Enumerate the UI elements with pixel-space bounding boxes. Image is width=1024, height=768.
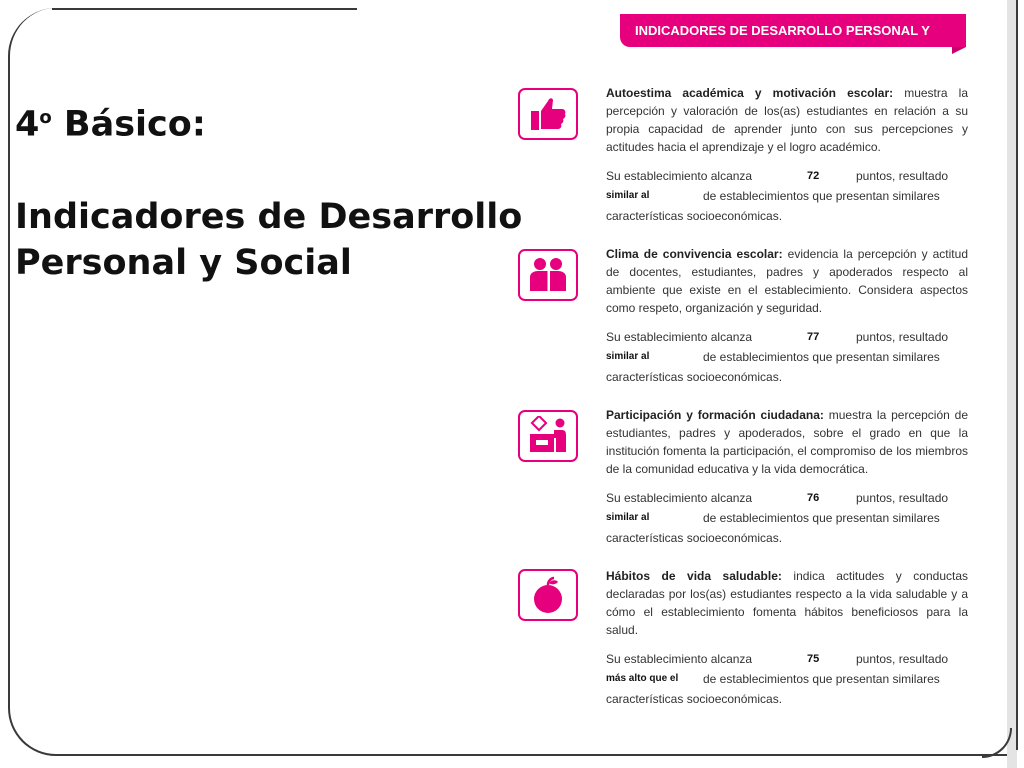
result-rest: de establecimientos que presentan similares [703,350,940,364]
slide-title-grade [15,95,525,148]
grade-label: Básico: [51,104,206,145]
result-end: características socioeconómicas. [606,692,783,706]
indicator-heading: Autoestima académica y motivación escolar: [606,86,894,100]
result-end: características socioeconómicas. [606,209,783,223]
result-lead: Su establecimiento alcanza [606,652,753,666]
result-score: 76 [807,492,820,504]
result-rest: de establecimientos que presentan similares [703,672,940,686]
result-comparison: similar al [606,512,650,523]
result-end: características socioeconómicas. [606,531,783,545]
result-score: 75 [807,653,820,665]
people-icon [518,249,578,301]
indicator-description [606,406,968,478]
indicators-banner: INDICADORES DE DESARROLLO PERSONAL Y SOCIAL [620,14,966,47]
result-comparison: más alto que el [606,673,679,684]
result-points-label: puntos, resultado [856,169,949,183]
result-comparison: similar al [606,190,650,201]
ballot-box-icon [518,410,578,462]
result-end: características socioeconómicas. [606,370,783,384]
result-points-label: puntos, resultado [856,491,949,505]
indicator-body: muestra la percepción y valoración de los(as) estudiantes en relación a su propia capacidad de aprender junto con sus percepciones y actitudes hacia el aprendizaje y el logro académico. [606,86,968,154]
thumbs-up-icon [518,88,578,140]
slide-title [15,95,525,286]
apple-icon [518,569,578,621]
result-lead: Su establecimiento alcanza [606,491,753,505]
result-lead: Su establecimiento alcanza [606,330,753,344]
slide-title-subject: Indicadores de Desarrollo Personal y Social [15,196,523,283]
indicator-text [606,406,968,547]
indicator-heading: Hábitos de vida saludable: [606,569,782,583]
result-score: 77 [807,331,820,343]
result-points-label: puntos, resultado [856,330,949,344]
result-points-label: puntos, resultado [856,652,949,666]
result-comparison: similar al [606,351,650,362]
frame-top-line [52,8,357,10]
indicator-body: muestra la percepción de estudiantes, padres y apoderados, sobre el grado en que la institución fomenta la participación, el compromiso de los miembros de la comunidad educativa y la vida democrática. [606,408,969,476]
indicator-result [606,167,968,225]
indicator-result [606,328,968,386]
indicator-body: indica actitudes y conductas declaradas por los(as) estudiantes respecto a la vida saludable y a cómo el establecimiento fomenta hábitos beneficiosos para la salud. [606,569,968,637]
result-rest: de establecimientos que presentan similares [703,511,940,525]
result-rest: de establecimientos que presentan similares [703,189,940,203]
grade-number: 4 [15,104,40,145]
indicator-result [606,650,968,708]
indicator-text [606,567,968,708]
result-lead: Su establecimiento alcanza [606,169,753,183]
indicator-text [606,84,968,225]
result-score: 72 [807,170,820,182]
grade-ordinal: o [39,107,52,128]
indicator-heading: Participación y formación ciudadana: [606,408,824,422]
indicator-description [606,567,968,639]
indicator-description [606,84,968,156]
frame-right-line [1016,0,1018,750]
indicator-heading: Clima de convivencia escolar: [606,247,783,261]
indicator-text [606,245,968,386]
indicator-result [606,489,968,547]
indicator-description [606,245,968,317]
indicator-body: evidencia la percepción y actitud de docentes, estudiantes, padres y apoderados respecto al ambiente que existe en el establecimiento. Considera aspectos como respeto, organización y seguridad. [606,247,968,315]
banner-fold [952,47,966,54]
